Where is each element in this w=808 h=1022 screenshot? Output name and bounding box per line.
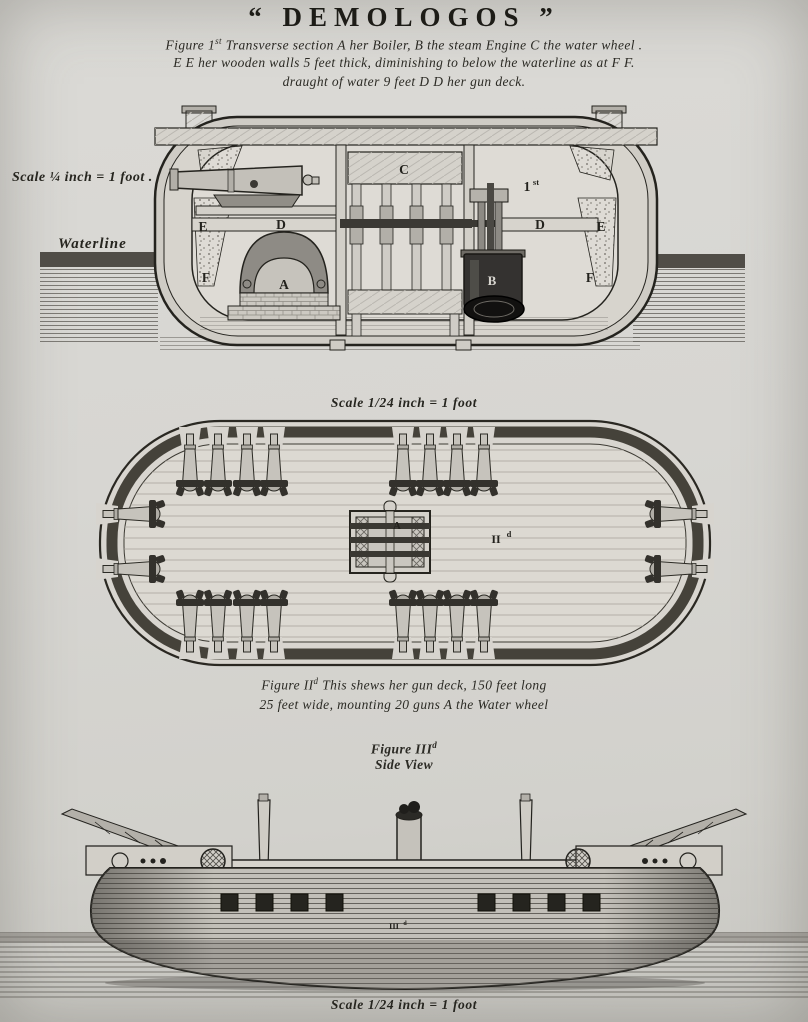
figure1-transverse-section [0,100,808,360]
figure3-heading-line1 [0,740,808,758]
page-title: “ DEMOLOGOS ” [248,2,560,32]
label-plan-waterwheel-a: A [393,520,401,532]
caption-text: Transverse section A her Boiler, B the steam Engine C the water wheel . [221,37,643,53]
figure3-scale-label: Scale 1/24 inch = 1 foot [330,997,478,1012]
figure2-gun-deck-plan [0,415,808,675]
figure2-scale-label: Scale 1/24 inch = 1 foot [330,395,478,410]
caption-text: This shews her gun deck, 150 feet long [318,677,547,693]
label-gundeck-d-right: D [535,217,545,232]
figure3-side-view [0,780,808,1022]
label-wall-f-left: F [201,270,211,285]
figure1-caption-line1 [0,36,808,54]
caption-sup: d [313,676,319,686]
label-side-figure-number: III [389,921,399,931]
waterwheel-housing [350,501,430,582]
label-plan-figure-number: II [491,532,501,546]
caption-text: Figure II [261,677,314,693]
spar-deck-beam [155,128,657,145]
label-side-figure-number-sup: d [403,921,407,927]
label-wall-f-right: F [585,270,595,285]
label-boiler-a: A [279,277,289,292]
label-waterwheel-c: C [399,162,409,177]
figure1-caption-line3: draught of water 9 feet D D her gun deck. [282,74,526,89]
caption-text: Figure 1 [165,37,216,53]
caption-sup: st [215,36,222,46]
label-figure-number: 1 [523,179,531,194]
figure3-heading-line2: Side View [375,757,433,772]
figure1-scale-label: Scale ¼ inch = 1 foot . [12,170,153,185]
figure2-caption-line1 [0,676,808,694]
masts-and-funnel [258,794,532,868]
waterline-label: Waterline [58,236,127,252]
fore-mast [258,800,270,868]
label-engine-b: B [487,273,497,288]
label-figure-number-sup: st [532,177,540,187]
caption-sup: d [432,740,438,750]
figure2-caption-line2: 25 feet wide, mounting 20 guns A the Water wheel [259,697,549,712]
main-mast [520,800,532,868]
figure1-caption-line2: E E her wooden walls 5 feet thick, diminishing to below the waterline as at F F. [173,55,635,70]
label-plan-figure-number-sup: d [506,529,512,539]
label-gundeck-d-left: D [276,217,286,232]
label-wall-e-left: E [198,219,208,234]
caption-text: Figure III [370,741,433,757]
label-wall-e-right: E [596,219,606,234]
